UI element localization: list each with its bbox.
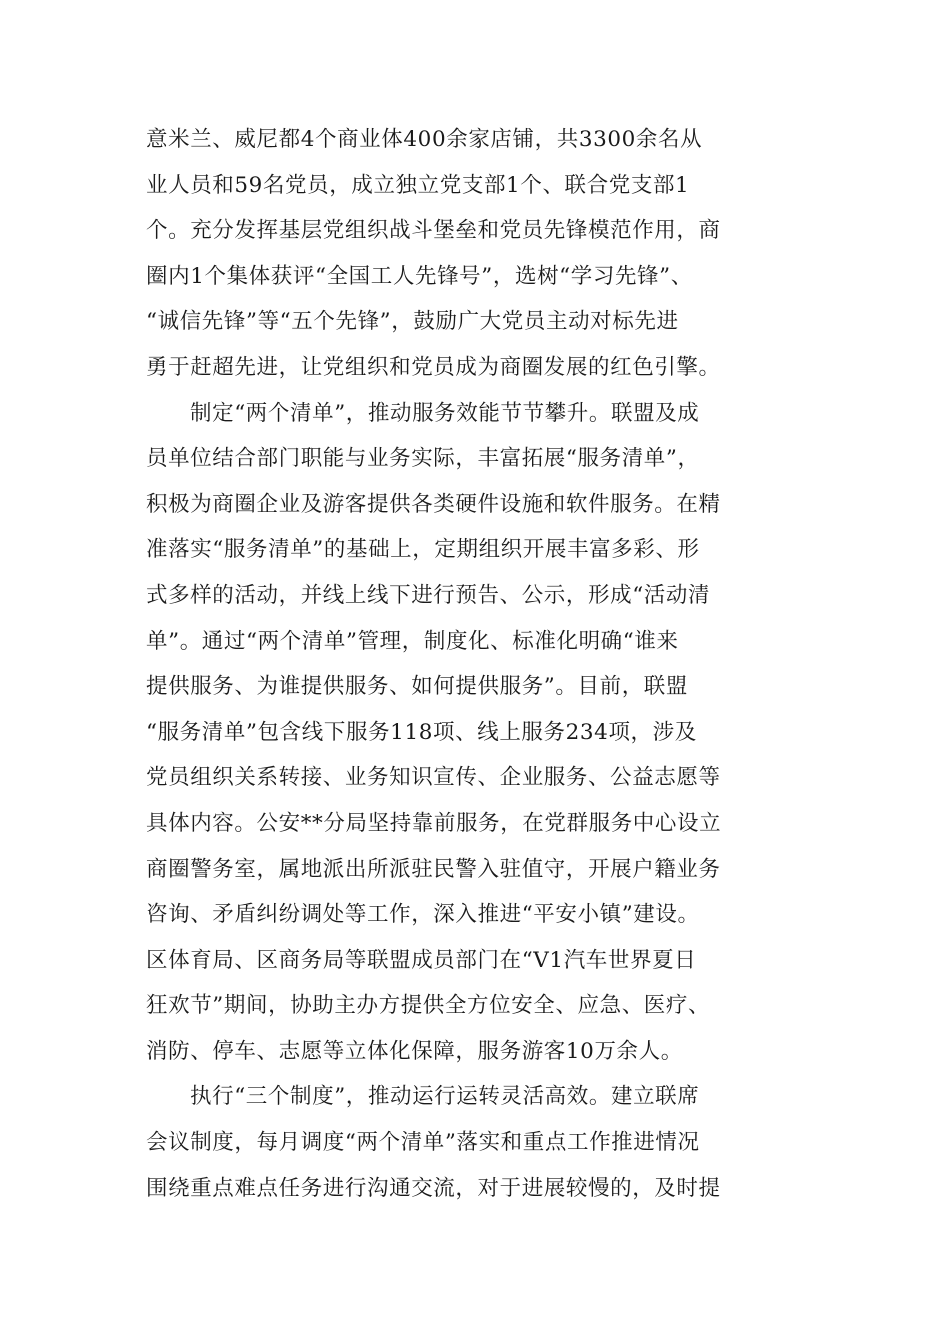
paragraph-1-line-1: 意米兰、威尼都4个商业体400余家店铺，共3300余名从 xyxy=(146,127,703,152)
paragraph-2-line-13: 区体育局、区商务局等联盟成员部门在“V1汽车世界夏日 xyxy=(146,947,697,973)
paragraph-1-line-2: 业人员和59名党员，成立独立党支部1个、联合党支部1 xyxy=(146,172,690,198)
paragraph-2-line-5: 式多样的活动，并线上线下进行预告、公示，形成“活动清 xyxy=(146,582,711,608)
paragraph-3-line-2: 会议制度，每月调度“两个清单”落实和重点工作推进情况 xyxy=(146,1130,700,1156)
document-body xyxy=(146,117,826,1211)
paragraph-2-line-14: 狂欢节”期间，协助主办方提供全方位安全、应急、医疗、 xyxy=(146,993,711,1019)
paragraph-3-line-3: 围绕重点难点任务进行沟通交流，对于进展较慢的，及时提 xyxy=(146,1175,721,1201)
paragraph-1-line-6: 勇于赶超先进，让党组织和党员成为商圈发展的红色引擎。 xyxy=(146,354,721,380)
paragraph-2-line-7: 提供服务、为谁提供服务、如何提供服务”。目前，联盟 xyxy=(146,674,688,700)
paragraph-1-line-4: 圈内1个集体获评“全国工人先锋号”，选树“学习先锋”、 xyxy=(146,263,693,289)
paragraph-2-line-3: 积极为商圈企业及游客提供各类硬件设施和软件服务。在精 xyxy=(146,491,721,517)
paragraph-2-line-15: 消防、停车、志愿等立体化保障，服务游客10万余人。 xyxy=(146,1038,683,1064)
paragraph-2-line-9: 党员组织关系转接、业务知识宣传、企业服务、公益志愿等 xyxy=(146,765,721,791)
paragraph-2-line-10: 具体内容。公安**分局坚持靠前服务，在党群服务中心设立 xyxy=(146,810,722,836)
paragraph-1-line-3: 个。充分发挥基层党组织战斗堡垒和党员先锋模范作用，商 xyxy=(146,218,721,244)
paragraph-2-line-1: 制定“两个清单”，推动服务效能节节攀升。联盟及成 xyxy=(190,400,700,426)
paragraph-1-line-5: “诚信先锋”等“五个先锋”，鼓励广大党员主动对标先进 xyxy=(146,309,679,335)
paragraph-3-line-1: 执行“三个制度”，推动运行运转灵活高效。建立联席 xyxy=(190,1084,700,1110)
paragraph-2-line-6: 单”。通过“两个清单”管理，制度化、标准化明确“谁来 xyxy=(146,628,679,654)
paragraph-2-line-12: 咨询、矛盾纠纷调处等工作，深入推进“平安小镇”建设。 xyxy=(146,902,700,928)
paragraph-2-line-4: 准落实“服务清单”的基础上，定期组织开展丰富多彩、形 xyxy=(146,537,700,563)
paragraph-2-line-11: 商圈警务室，属地派出所派驻民警入驻值守，开展户籍业务 xyxy=(146,856,721,882)
paragraph-2-line-2: 员单位结合部门职能与业务实际，丰富拓展“服务清单”， xyxy=(146,446,700,472)
paragraph-2-line-8: “服务清单”包含线下服务118项、线上服务234项，涉及 xyxy=(146,719,697,745)
